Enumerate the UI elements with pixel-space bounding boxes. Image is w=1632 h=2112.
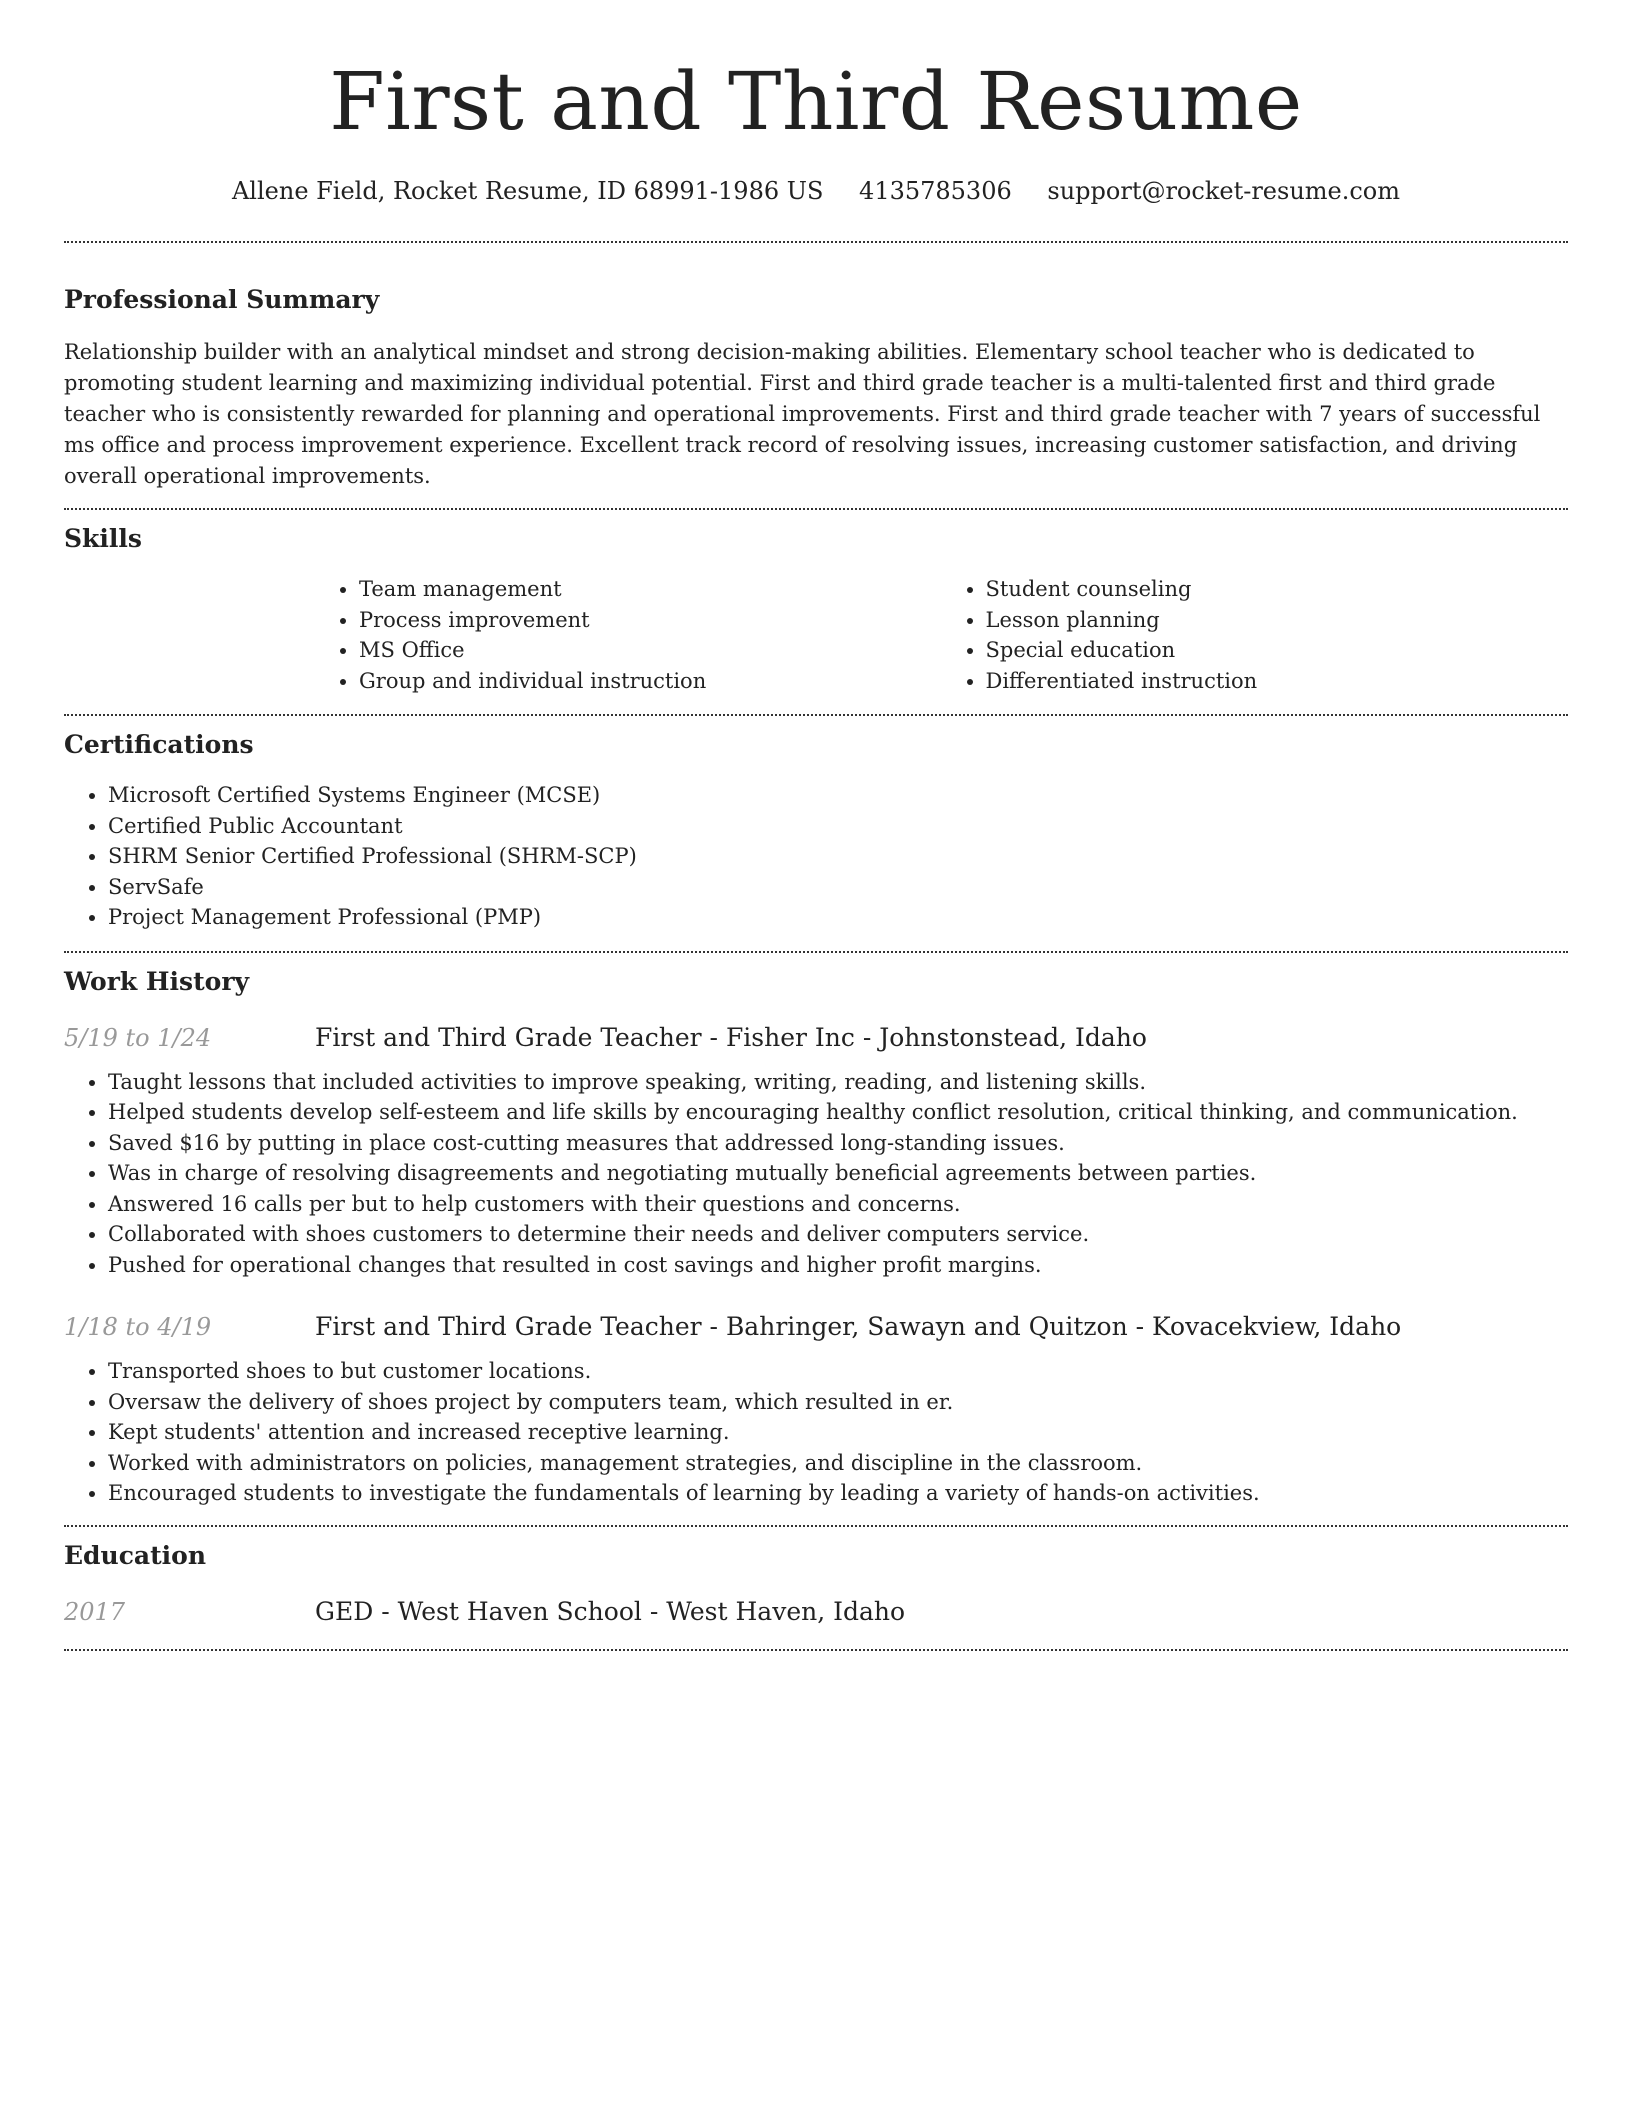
job-title: First and Third Grade Teacher - Fisher Inc - Johnstonstead, Idaho: [315, 1022, 1147, 1052]
section-divider: [64, 1649, 1568, 1651]
skill-item: • Special education: [986, 635, 1569, 666]
job-entry: [64, 1021, 1568, 1281]
education-entry: [64, 1595, 1568, 1629]
job-bullet: • Oversaw the delivery of shoes project by computers team, which resulted in er.: [108, 1387, 1568, 1418]
skill-item: • Lesson planning: [986, 605, 1569, 636]
section-divider: [64, 1525, 1568, 1527]
resume-title: First and Third Resume: [329, 55, 1303, 148]
job-bullet: • Transported shoes to but customer locations.: [108, 1356, 1568, 1387]
job-dates: 1/18 to 4/19: [64, 1313, 212, 1341]
education-year: 2017: [64, 1597, 126, 1626]
section-divider: [64, 951, 1568, 953]
contact-phone: 4135785306: [859, 177, 1012, 205]
job-dates: 5/19 to 1/24: [64, 1023, 212, 1052]
summary-text: Relationship builder with an analytical mindset and strong decision-making abilities. Elementary school teacher who is dedicated to promoting student learning and maximizing individual potential. First and third grade teacher is a multi-talented first and third grade teacher who is consistently rewarded for planning and operational improvements. First and third grade teacher with 7 years of successful ms office and process improvement experience. Excellent track record of resolving issues, increasing customer satisfaction, and driving overall operational improvements.: [64, 340, 1541, 488]
skills-section: [64, 522, 1568, 696]
job-bullet: • Collaborated with shoes customers to determine their needs and deliver computers service.: [108, 1219, 1568, 1250]
job-bullet: • Encouraged students to investigate the fundamentals of learning by leading a variety of hands-on activities.: [108, 1478, 1568, 1509]
work-history-heading: Work History: [64, 966, 250, 996]
job-header: [64, 1310, 1568, 1344]
job-bullet: • Kept students' attention and increased receptive learning.: [108, 1417, 1568, 1448]
summary-section: [64, 283, 1568, 492]
skill-item: • Group and individual instruction: [359, 666, 942, 697]
skills-list-right: [942, 574, 1569, 696]
job-bullet: • Answered 16 calls per but to help customers with their questions and concerns.: [108, 1189, 1568, 1220]
job-bullet: • Saved $16 by putting in place cost-cutting measures that addressed long-standing issues.: [108, 1128, 1568, 1159]
certifications-heading: Certifications: [64, 730, 254, 759]
certification-item: • ServSafe: [108, 872, 1568, 903]
job-bullet: • Worked with administrators on policies, management strategies, and discipline in the classroom.: [108, 1448, 1568, 1479]
job-bullet: • Taught lessons that included activities to improve speaking, writing, reading, and listening skills.: [108, 1067, 1568, 1098]
education-section: [64, 1539, 1568, 1629]
job-bullet: • Helped students develop self-esteem and life skills by encouraging healthy conflict resolution, critical thinking, and communication.: [108, 1097, 1568, 1128]
job-bullet: • Was in charge of resolving disagreements and negotiating mutually beneficial agreements between parties.: [108, 1158, 1568, 1189]
work-history-section: [64, 965, 1568, 1509]
job-entry: [64, 1310, 1568, 1509]
section-divider: [64, 241, 1568, 243]
job-bullets: [64, 1356, 1568, 1509]
job-header: [64, 1021, 1568, 1055]
skills-list-left: [315, 574, 942, 696]
skills-grid: [315, 574, 1568, 696]
certifications-list: [64, 780, 1568, 933]
section-divider: [64, 714, 1568, 716]
certification-item: • Microsoft Certified Systems Engineer (MCSE): [108, 780, 1568, 811]
job-title: First and Third Grade Teacher - Bahringer, Sawayn and Quitzon - Kovacekview, Idaho: [315, 1312, 1402, 1341]
certifications-section: [64, 728, 1568, 933]
certification-item: • Project Management Professional (PMP): [108, 902, 1568, 933]
skill-item: • Team management: [359, 574, 942, 605]
certification-item: • SHRM Senior Certified Professional (SHRM-SCP): [108, 841, 1568, 872]
certification-item: • Certified Public Accountant: [108, 811, 1568, 842]
job-bullet: • Pushed for operational changes that resulted in cost savings and higher profit margins.: [108, 1250, 1568, 1281]
section-divider: [64, 508, 1568, 510]
skill-item: • MS Office: [359, 635, 942, 666]
contact-email: support@rocket-resume.com: [1047, 177, 1401, 205]
summary-heading: Professional Summary: [64, 285, 380, 314]
job-bullets: [64, 1067, 1568, 1281]
skill-item: • Student counseling: [986, 574, 1569, 605]
contact-address: Allene Field, Rocket Resume, ID 68991-1986 US: [231, 177, 824, 205]
skill-item: • Differentiated instruction: [986, 666, 1569, 697]
contact-line: [64, 174, 1568, 208]
skills-heading: Skills: [64, 524, 142, 553]
skill-item: • Process improvement: [359, 605, 942, 636]
education-detail: GED - West Haven School - West Haven, Idaho: [315, 1596, 906, 1626]
education-heading: Education: [64, 1540, 207, 1570]
